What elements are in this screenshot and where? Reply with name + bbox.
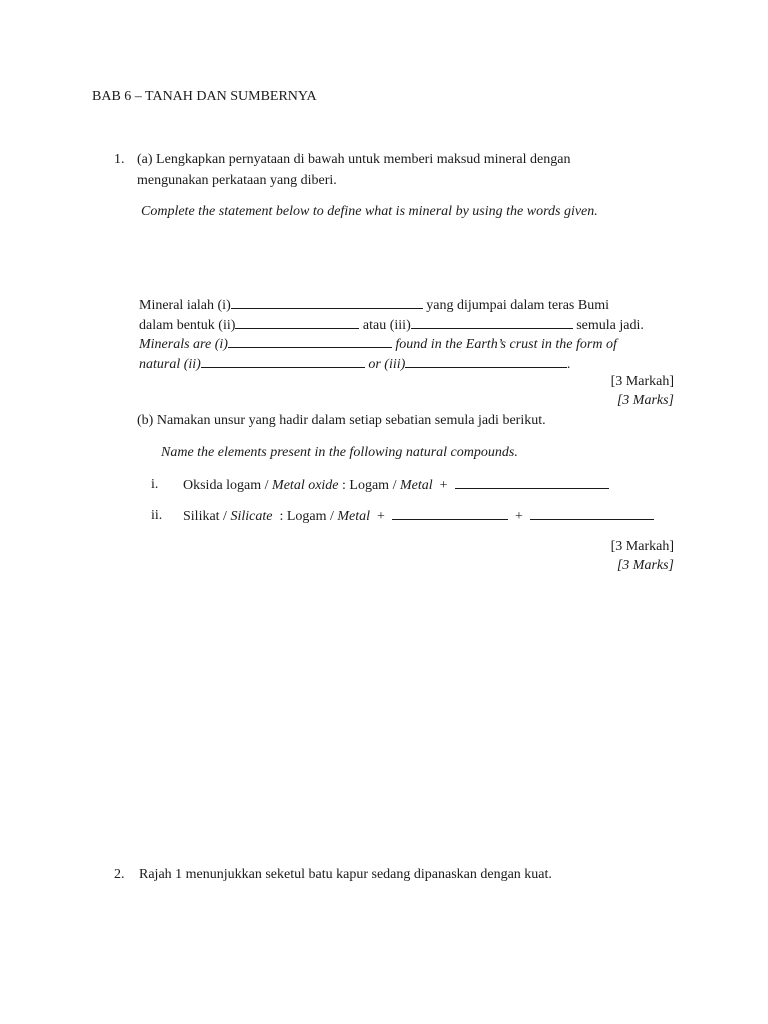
statement-english-line2-start: natural (ii) [139, 357, 201, 372]
blank-iii-english[interactable] [405, 355, 567, 368]
statement-english-line2-end: . [567, 357, 571, 372]
item-i-plus: + [432, 478, 455, 493]
statement-malay-line1 [139, 296, 609, 314]
item-ii [183, 507, 654, 525]
statement-malay-line2-start: dalam bentuk (ii) [139, 318, 236, 333]
blank-ii-english[interactable] [201, 355, 365, 368]
blank-i-malay[interactable] [231, 296, 423, 309]
blank-item-i[interactable] [455, 476, 609, 489]
item-ii-english: Silicate [230, 509, 273, 524]
statement-malay-line2 [139, 316, 644, 334]
marks-english-b: [3 Marks] [616, 558, 674, 573]
item-ii-plus: + [370, 509, 392, 524]
blank-i-english[interactable] [228, 335, 392, 348]
item-ii-rest-malay: : Logam / [272, 509, 338, 524]
part-b-text-english: Name the elements present in the following natural compounds. [161, 445, 518, 460]
item-i-rest-malay: : Logam / [338, 478, 400, 493]
item-i-rest-english: Metal [399, 478, 433, 493]
blank-item-ii-second[interactable] [530, 507, 654, 520]
statement-english-line2 [139, 355, 571, 373]
statement-english-line1-end: found in the Earth’s crust in the form of [395, 337, 617, 352]
question-1a-prompt [137, 151, 570, 168]
part-a-text-line1: Lengkapkan pernyataan di bawah untuk memberi maksud mineral dengan [156, 152, 571, 167]
part-b-prompt [137, 412, 546, 429]
question-2-number: 2. [114, 867, 125, 882]
question-1-number: 1. [114, 152, 125, 167]
statement-english-line1 [139, 335, 617, 353]
statement-malay-line2-mid: atau (iii) [362, 318, 411, 333]
blank-ii-malay[interactable] [235, 316, 359, 329]
question-2-text: Rajah 1 menunjukkan seketul batu kapur sedang dipanaskan dengan kuat. [139, 867, 552, 882]
statement-english-line2-mid: or (iii) [368, 357, 406, 372]
blank-item-ii-first[interactable] [392, 507, 508, 520]
blank-iii-malay[interactable] [411, 316, 573, 329]
item-ii-plus2: + [507, 509, 530, 524]
part-a-text-line2: mengunakan perkataan yang diberi. [137, 173, 337, 188]
part-b-label: (b) [137, 413, 154, 428]
marks-english-a: [3 Marks] [616, 393, 674, 408]
statement-malay-line2-end: semula jadi. [576, 318, 644, 333]
part-a-label: (a) [137, 152, 153, 167]
item-ii-number: ii. [151, 508, 163, 523]
item-i-malay: Oksida logam / [183, 478, 273, 493]
part-b-text: Namakan unsur yang hadir dalam setiap sebatian semula jadi berikut. [156, 413, 546, 428]
statement-english-line1-start: Minerals are (i) [139, 337, 228, 352]
item-i-number: i. [151, 477, 159, 492]
page-title: BAB 6 – TANAH DAN SUMBERNYA [92, 89, 317, 104]
statement-malay-line1-end: yang dijumpai dalam teras Bumi [426, 298, 609, 313]
item-i-english: Metal oxide [272, 478, 339, 493]
part-a-text-english: Complete the statement below to define what is mineral by using the words given. [141, 204, 598, 219]
item-ii-malay: Silikat / [183, 509, 231, 524]
item-ii-rest-english: Metal [337, 509, 371, 524]
item-i [183, 476, 609, 494]
marks-malay-b: [3 Markah] [610, 539, 674, 554]
marks-malay-a: [3 Markah] [610, 374, 674, 389]
statement-malay-line1-start: Mineral ialah (i) [139, 298, 231, 313]
